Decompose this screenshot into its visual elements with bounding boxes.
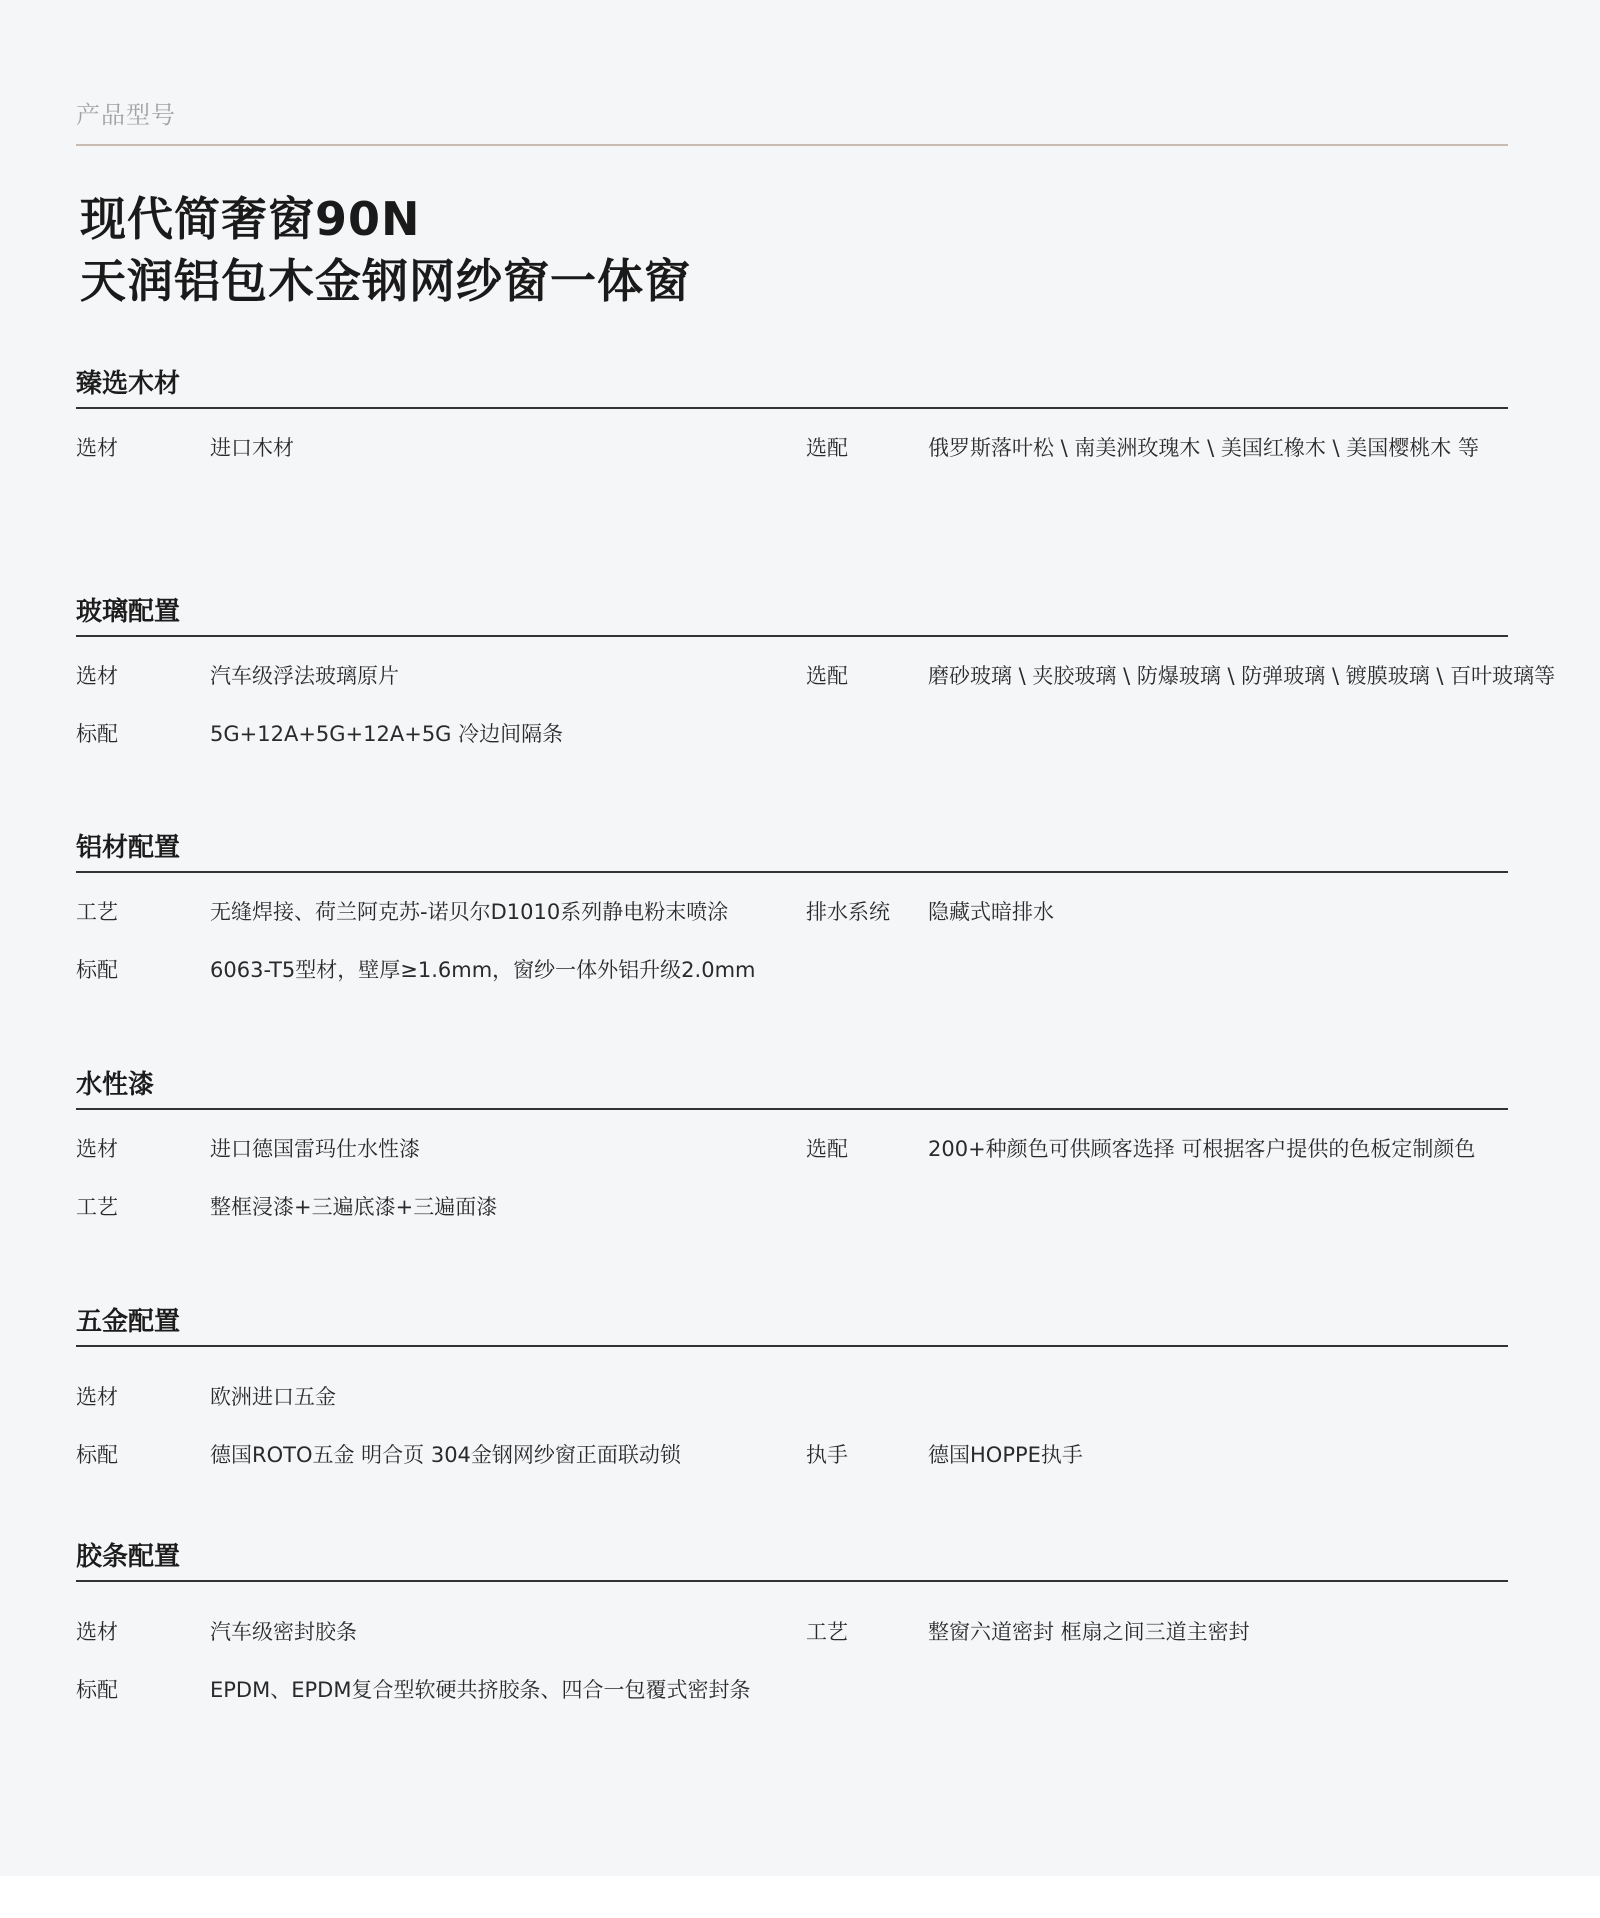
spec-label: 标配	[76, 958, 118, 982]
spec-group-wood	[76, 364, 1508, 492]
group-divider	[76, 1345, 1508, 1347]
spec-label: 排水系统	[806, 900, 890, 924]
spec-row	[76, 1135, 1508, 1193]
spec-value: 进口德国雷玛仕水性漆	[210, 1137, 420, 1161]
spec-value: 汽车级密封胶条	[210, 1620, 357, 1644]
spec-row	[76, 956, 1508, 1014]
spec-value: EPDM、EPDM复合型软硬共挤胶条、四合一包覆式密封条	[210, 1678, 751, 1702]
spec-label: 选材	[76, 1137, 118, 1161]
spec-row	[76, 1441, 1508, 1499]
spec-label: 工艺	[806, 1620, 848, 1644]
group-heading: 水性漆	[76, 1070, 155, 1100]
group-heading: 铝材配置	[76, 833, 181, 863]
spec-label: 工艺	[76, 1195, 118, 1219]
spec-value: 整窗六道密封 框扇之间三道主密封	[928, 1620, 1250, 1644]
spec-row	[76, 1193, 1508, 1251]
spec-label: 标配	[76, 1443, 118, 1467]
spec-value: 整框浸漆+三遍底漆+三遍面漆	[210, 1195, 498, 1219]
group-divider	[76, 407, 1508, 409]
spec-group-paint	[76, 1065, 1508, 1251]
spec-label: 选配	[806, 436, 848, 460]
spec-value: 5G+12A+5G+12A+5G 冷边间隔条	[210, 722, 564, 746]
spec-label: 工艺	[76, 900, 118, 924]
spec-group-seal	[76, 1537, 1508, 1734]
spec-label: 标配	[76, 722, 118, 746]
spec-group-hardware	[76, 1302, 1508, 1499]
product-title-line2: 天润铝包木金钢网纱窗一体窗	[80, 254, 691, 308]
spec-value: 无缝焊接、荷兰阿克苏-诺贝尔D1010系列静电粉末喷涂	[210, 900, 729, 924]
spec-row	[76, 1383, 1508, 1441]
product-title-line1: 现代简奢窗90N	[80, 192, 421, 246]
spec-value: 隐藏式暗排水	[928, 900, 1054, 924]
spec-group-glass	[76, 592, 1556, 778]
spec-value: 德国HOPPE执手	[928, 1443, 1083, 1467]
spec-value: 200+种颜色可供顾客选择 可根据客户提供的色板定制颜色	[928, 1137, 1476, 1161]
group-divider	[76, 871, 1508, 873]
spec-label: 选材	[76, 436, 118, 460]
spec-label: 执手	[806, 1443, 848, 1467]
group-heading: 胶条配置	[76, 1542, 181, 1572]
group-heading: 玻璃配置	[76, 597, 181, 627]
spec-row	[76, 1676, 1508, 1734]
spec-label: 选材	[76, 664, 118, 688]
spec-row	[76, 1618, 1508, 1676]
spec-label: 选材	[76, 1620, 118, 1644]
spec-label: 选配	[806, 1137, 848, 1161]
spec-label: 选配	[806, 664, 848, 688]
spec-label: 选材	[76, 1385, 118, 1409]
spec-value: 6063-T5型材，壁厚≥1.6mm，窗纱一体外铝升级2.0mm	[210, 958, 756, 982]
spec-row	[76, 662, 1556, 720]
spec-row	[76, 898, 1508, 956]
spec-value: 欧洲进口五金	[210, 1385, 336, 1409]
product-title	[80, 188, 691, 312]
top-divider	[76, 144, 1508, 146]
spec-value: 进口木材	[210, 436, 294, 460]
group-heading: 臻选木材	[76, 369, 181, 399]
section-label: 产品型号	[76, 101, 176, 129]
group-divider	[76, 1108, 1508, 1110]
spec-row	[76, 434, 1508, 492]
spec-group-aluminum	[76, 828, 1508, 1014]
group-divider	[76, 1580, 1508, 1582]
group-divider	[76, 635, 1508, 637]
spec-value: 德国ROTO五金 明合页 304金钢网纱窗正面联动锁	[210, 1443, 681, 1467]
group-heading: 五金配置	[76, 1307, 181, 1337]
spec-label: 标配	[76, 1678, 118, 1702]
spec-value: 俄罗斯落叶松 \ 南美洲玫瑰木 \ 美国红橡木 \ 美国樱桃木 等	[928, 436, 1479, 460]
spec-row	[76, 720, 1508, 778]
spec-value: 汽车级浮法玻璃原片	[210, 664, 399, 688]
spec-value: 磨砂玻璃 \ 夹胶玻璃 \ 防爆玻璃 \ 防弹玻璃 \ 镀膜玻璃 \ 百叶玻璃等	[928, 664, 1556, 688]
